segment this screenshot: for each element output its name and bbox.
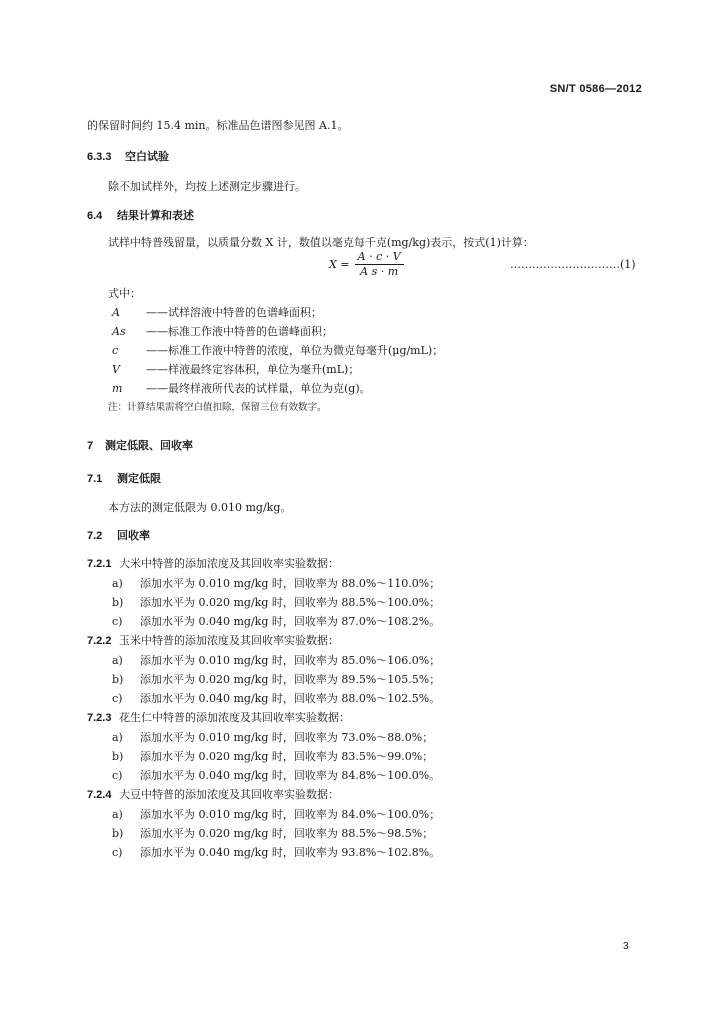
section-number: 7 [87, 440, 94, 452]
list-item [112, 827, 433, 841]
list-text: 添加水平为 0.010 mg/kg 时，回收率为 84.0%～100.0%； [140, 808, 441, 821]
list-item [112, 615, 440, 629]
recovery-group-heading [87, 711, 350, 725]
list-label: c) [112, 846, 123, 859]
variable-desc: ——样液最终定容体积，单位为毫升(mL)； [146, 363, 360, 376]
list-item [112, 673, 440, 687]
list-text: 添加水平为 0.010 mg/kg 时，回收率为 88.0%～110.0%； [140, 577, 441, 590]
list-item [112, 596, 440, 610]
list-text: 添加水平为 0.040 mg/kg 时，回收率为 87.0%～108.2%。 [140, 615, 441, 628]
list-label: b) [112, 827, 124, 840]
list-text: 添加水平为 0.020 mg/kg 时，回收率为 83.5%～99.0%； [140, 750, 434, 763]
list-label: a) [112, 808, 123, 821]
intro-text: 的保留时间约 15.4 min。标准品色谱图参见图 A.1。 [87, 119, 349, 132]
formula-numerator: A · c · V [355, 251, 404, 265]
list-label: c) [112, 692, 123, 705]
recovery-group-heading [87, 634, 339, 648]
list-item [112, 808, 440, 822]
group-title: 玉米中特普的添加浓度及其回收率实验数据： [119, 634, 339, 647]
section-number: 7.2 [87, 530, 103, 542]
group-number: 7.2.3 [87, 712, 112, 724]
list-text: 添加水平为 0.010 mg/kg 时，回收率为 85.0%～106.0%； [140, 654, 441, 667]
variable-row [112, 363, 359, 377]
list-label: c) [112, 769, 123, 782]
variable-symbol: m [112, 382, 123, 395]
recovery-group-heading [87, 788, 339, 802]
variable-symbol: A [112, 306, 120, 319]
page-number: 3 [623, 941, 629, 952]
list-text: 添加水平为 0.040 mg/kg 时，回收率为 88.0%～102.5%。 [140, 692, 441, 705]
heading-7-2 [87, 529, 150, 543]
heading-7-1 [87, 472, 161, 486]
variable-desc: ——最终样液所代表的试样量，单位为克(g)。 [146, 382, 371, 395]
standard-number: SN/T 0586—2012 [549, 83, 642, 95]
list-item [112, 769, 440, 783]
variable-symbol: c [112, 344, 119, 357]
variable-row [112, 306, 322, 320]
list-item [112, 731, 433, 745]
variable-row [112, 325, 333, 339]
formula [329, 251, 404, 278]
section-title: 测定低限、回收率 [105, 440, 193, 452]
paragraph-6-4: 试样中特普残留量，以质量分数 X 计，数值以毫克每千克(mg/kg)表示，按式(1)计算： [108, 236, 534, 249]
list-text: 添加水平为 0.040 mg/kg 时，回收率为 93.8%～102.8%。 [140, 846, 441, 859]
list-text: 添加水平为 0.020 mg/kg 时，回收率为 88.5%～98.5%； [140, 827, 434, 840]
list-label: b) [112, 596, 124, 609]
variable-row [112, 382, 371, 396]
variable-symbol: V [112, 363, 120, 376]
section-title: 回收率 [117, 530, 150, 542]
list-label: a) [112, 654, 123, 667]
variable-desc: ——标准工作液中特普的浓度，单位为微克每毫升(μg/mL)； [146, 344, 444, 357]
heading-6-4 [87, 209, 194, 223]
group-title: 大豆中特普的添加浓度及其回收率实验数据： [119, 788, 339, 801]
list-text: 添加水平为 0.020 mg/kg 时，回收率为 89.5%～105.5%； [140, 673, 441, 686]
group-number: 7.2.1 [87, 558, 112, 570]
list-label: b) [112, 750, 124, 763]
variable-symbol: As [112, 325, 126, 338]
variable-desc: ——标准工作液中特普的色谱峰面积； [146, 325, 333, 338]
where-label: 式中： [108, 287, 141, 300]
list-item [112, 654, 440, 668]
variable-row [112, 344, 443, 358]
list-item [112, 577, 440, 591]
note: 注：计算结果需将空白值扣除，保留三位有效数字。 [108, 402, 327, 413]
group-title: 大米中特普的添加浓度及其回收率实验数据： [119, 557, 339, 570]
group-number: 7.2.4 [87, 789, 112, 801]
heading-7 [87, 439, 193, 453]
section-number: 6.4 [87, 210, 103, 222]
section-number: 6.3.3 [87, 151, 112, 163]
group-number: 7.2.2 [87, 635, 112, 647]
section-title: 测定低限 [117, 473, 161, 485]
section-title: 空白试验 [125, 151, 169, 163]
section-number: 7.1 [87, 473, 103, 485]
list-text: 添加水平为 0.020 mg/kg 时，回收率为 88.5%～100.0%； [140, 596, 441, 609]
variable-desc: ——试样溶液中特普的色谱峰面积； [146, 306, 322, 319]
list-text: 添加水平为 0.040 mg/kg 时，回收率为 84.8%～100.0%。 [140, 769, 441, 782]
recovery-group-heading [87, 557, 339, 571]
list-label: b) [112, 673, 124, 686]
paragraph-6-3-3: 除不加试样外，均按上述测定步骤进行。 [108, 180, 306, 193]
heading-6-3-3 [87, 150, 169, 164]
group-title: 花生仁中特普的添加浓度及其回收率实验数据： [119, 711, 350, 724]
list-label: c) [112, 615, 123, 628]
list-item [112, 692, 440, 706]
list-item [112, 750, 433, 764]
list-text: 添加水平为 0.010 mg/kg 时，回收率为 73.0%～88.0%； [140, 731, 434, 744]
formula-lhs: X = [329, 258, 350, 271]
list-label: a) [112, 577, 123, 590]
paragraph-7-1: 本方法的测定低限为 0.010 mg/kg。 [108, 501, 292, 514]
list-item [112, 846, 440, 860]
equation-number: …………………………(1) [510, 258, 636, 271]
section-title: 结果计算和表述 [117, 210, 194, 222]
formula-denominator: A s · m [360, 265, 399, 278]
formula-fraction [355, 251, 404, 278]
list-label: a) [112, 731, 123, 744]
